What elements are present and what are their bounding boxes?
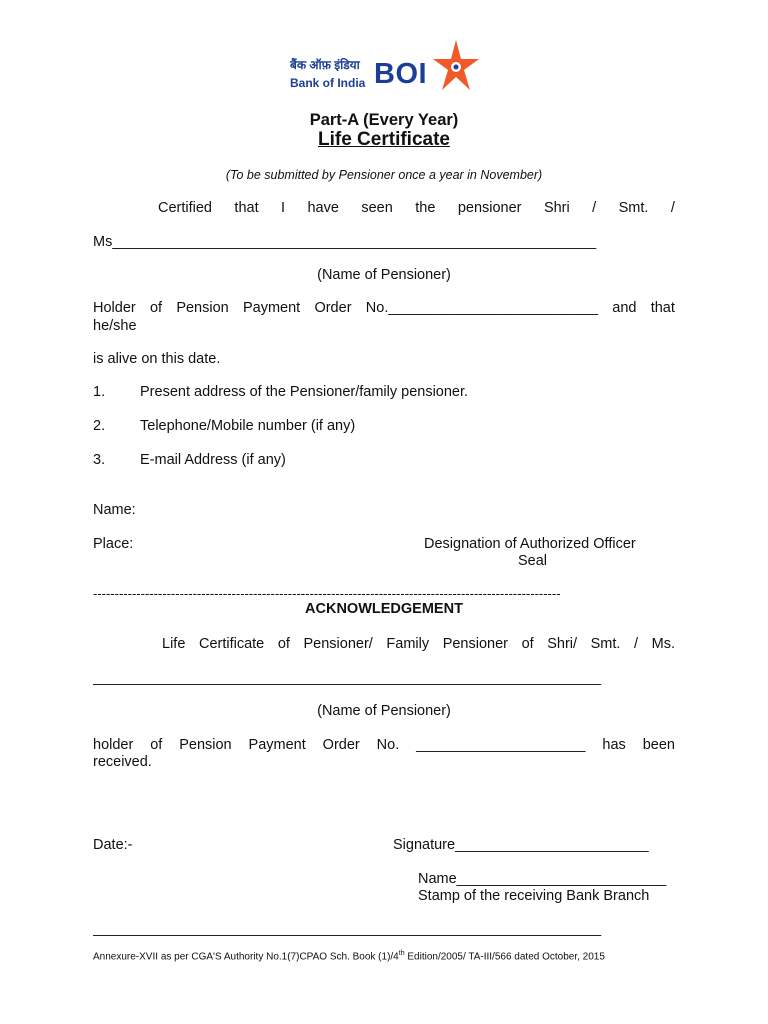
word: Shri/ (547, 636, 578, 652)
bottom-rule: _______________________________________________________________ (93, 921, 602, 937)
logo-boi-text: BOI (374, 58, 428, 90)
acknowledgement-heading: ACKNOWLEDGEMENT (305, 601, 463, 617)
word: holder (93, 737, 134, 753)
page-title: Life Certificate (318, 129, 450, 150)
word: Certificate (198, 636, 265, 652)
word: Smt. (618, 200, 649, 216)
seal-label: Seal (518, 553, 548, 569)
word: Certified (158, 200, 212, 216)
word: / (592, 200, 597, 216)
part-heading: Part-A (Every Year) (309, 111, 459, 129)
certify-line (158, 200, 675, 216)
word: Pension (176, 300, 229, 316)
received-text: received. (93, 754, 152, 770)
word: Order (322, 737, 360, 753)
word: have (307, 200, 339, 216)
word: pensioner (457, 200, 522, 216)
item-number: 2. (93, 418, 106, 434)
ack-name-of-pensioner-label: (Name of Pensioner) (317, 703, 451, 719)
item-number: 1. (93, 384, 106, 400)
word: Holder (93, 300, 136, 316)
star-icon (432, 38, 480, 92)
ack-name-line: Name__________________________ (418, 871, 667, 887)
footer-text-end: Edition/2005/ TA-III/566 dated October, 2015 (404, 951, 605, 963)
word: Pension (179, 737, 232, 753)
ack-holder-line (93, 737, 675, 753)
word: of (150, 737, 163, 753)
word: / (634, 636, 639, 652)
word: the (415, 200, 436, 216)
holder-line (93, 300, 675, 316)
ack-blank-line: _______________________________________________________________ (93, 670, 602, 686)
word: No. (376, 737, 400, 753)
annexure-footer (93, 950, 605, 962)
word: Shri (543, 200, 570, 216)
ack-ppo-number-blank: _____________________ (416, 737, 586, 753)
footer-text: Annexure-XVII as per CGA'S Authority No.1(7)CPAO Sch. Book (1)/4 (93, 951, 399, 963)
word: Pensioner/ (303, 636, 373, 652)
ppo-number-blank: No.__________________________ (365, 300, 599, 316)
word: Pensioner (442, 636, 508, 652)
alive-text: is alive on this date. (93, 351, 221, 367)
date-label: Date:- (93, 837, 133, 853)
place-label: Place: (93, 536, 134, 552)
word: I (281, 200, 286, 216)
word: that (234, 200, 259, 216)
item-number: 3. (93, 452, 106, 468)
word: Payment (242, 300, 301, 316)
subtitle: (To be submitted by Pensioner once a year in November) (225, 168, 543, 182)
logo-english-text: Bank of India (290, 76, 366, 90)
name-of-pensioner-label: (Name of Pensioner) (317, 267, 451, 283)
signature-line: Signature________________________ (393, 837, 649, 853)
word: Smt. (590, 636, 621, 652)
designation-label: Designation of Authorized Officer (424, 536, 636, 552)
name-label: Name: (93, 502, 136, 518)
word: Ms. (651, 636, 675, 652)
word: that (650, 300, 675, 316)
word: / (670, 200, 675, 216)
word: Payment (248, 737, 306, 753)
word: been (642, 737, 675, 753)
word: and (612, 300, 637, 316)
ms-name-line: Ms____________________________________________________________ (93, 234, 597, 250)
bank-logo (290, 38, 490, 94)
word: of (277, 636, 290, 652)
word: of (149, 300, 163, 316)
he-she-text: he/she (93, 318, 137, 334)
stamp-label: Stamp of the receiving Bank Branch (418, 888, 650, 904)
item-text: Telephone/Mobile number (if any) (140, 418, 356, 434)
item-text: E-mail Address (if any) (140, 452, 286, 468)
word: Life (162, 636, 186, 652)
cut-separator: ------------------------------------------------------------------------------------------------------------ (93, 586, 561, 601)
word: of (521, 636, 534, 652)
ack-line (162, 636, 675, 652)
word: seen (361, 200, 393, 216)
word: has (602, 737, 626, 753)
footer-superscript: th (398, 950, 405, 957)
word: Family (386, 636, 430, 652)
logo-hindi-text: बैंक ऑफ़ इंडिया (290, 58, 360, 72)
word: Order (314, 300, 352, 316)
item-text: Present address of the Pensioner/family pensioner. (140, 384, 469, 400)
